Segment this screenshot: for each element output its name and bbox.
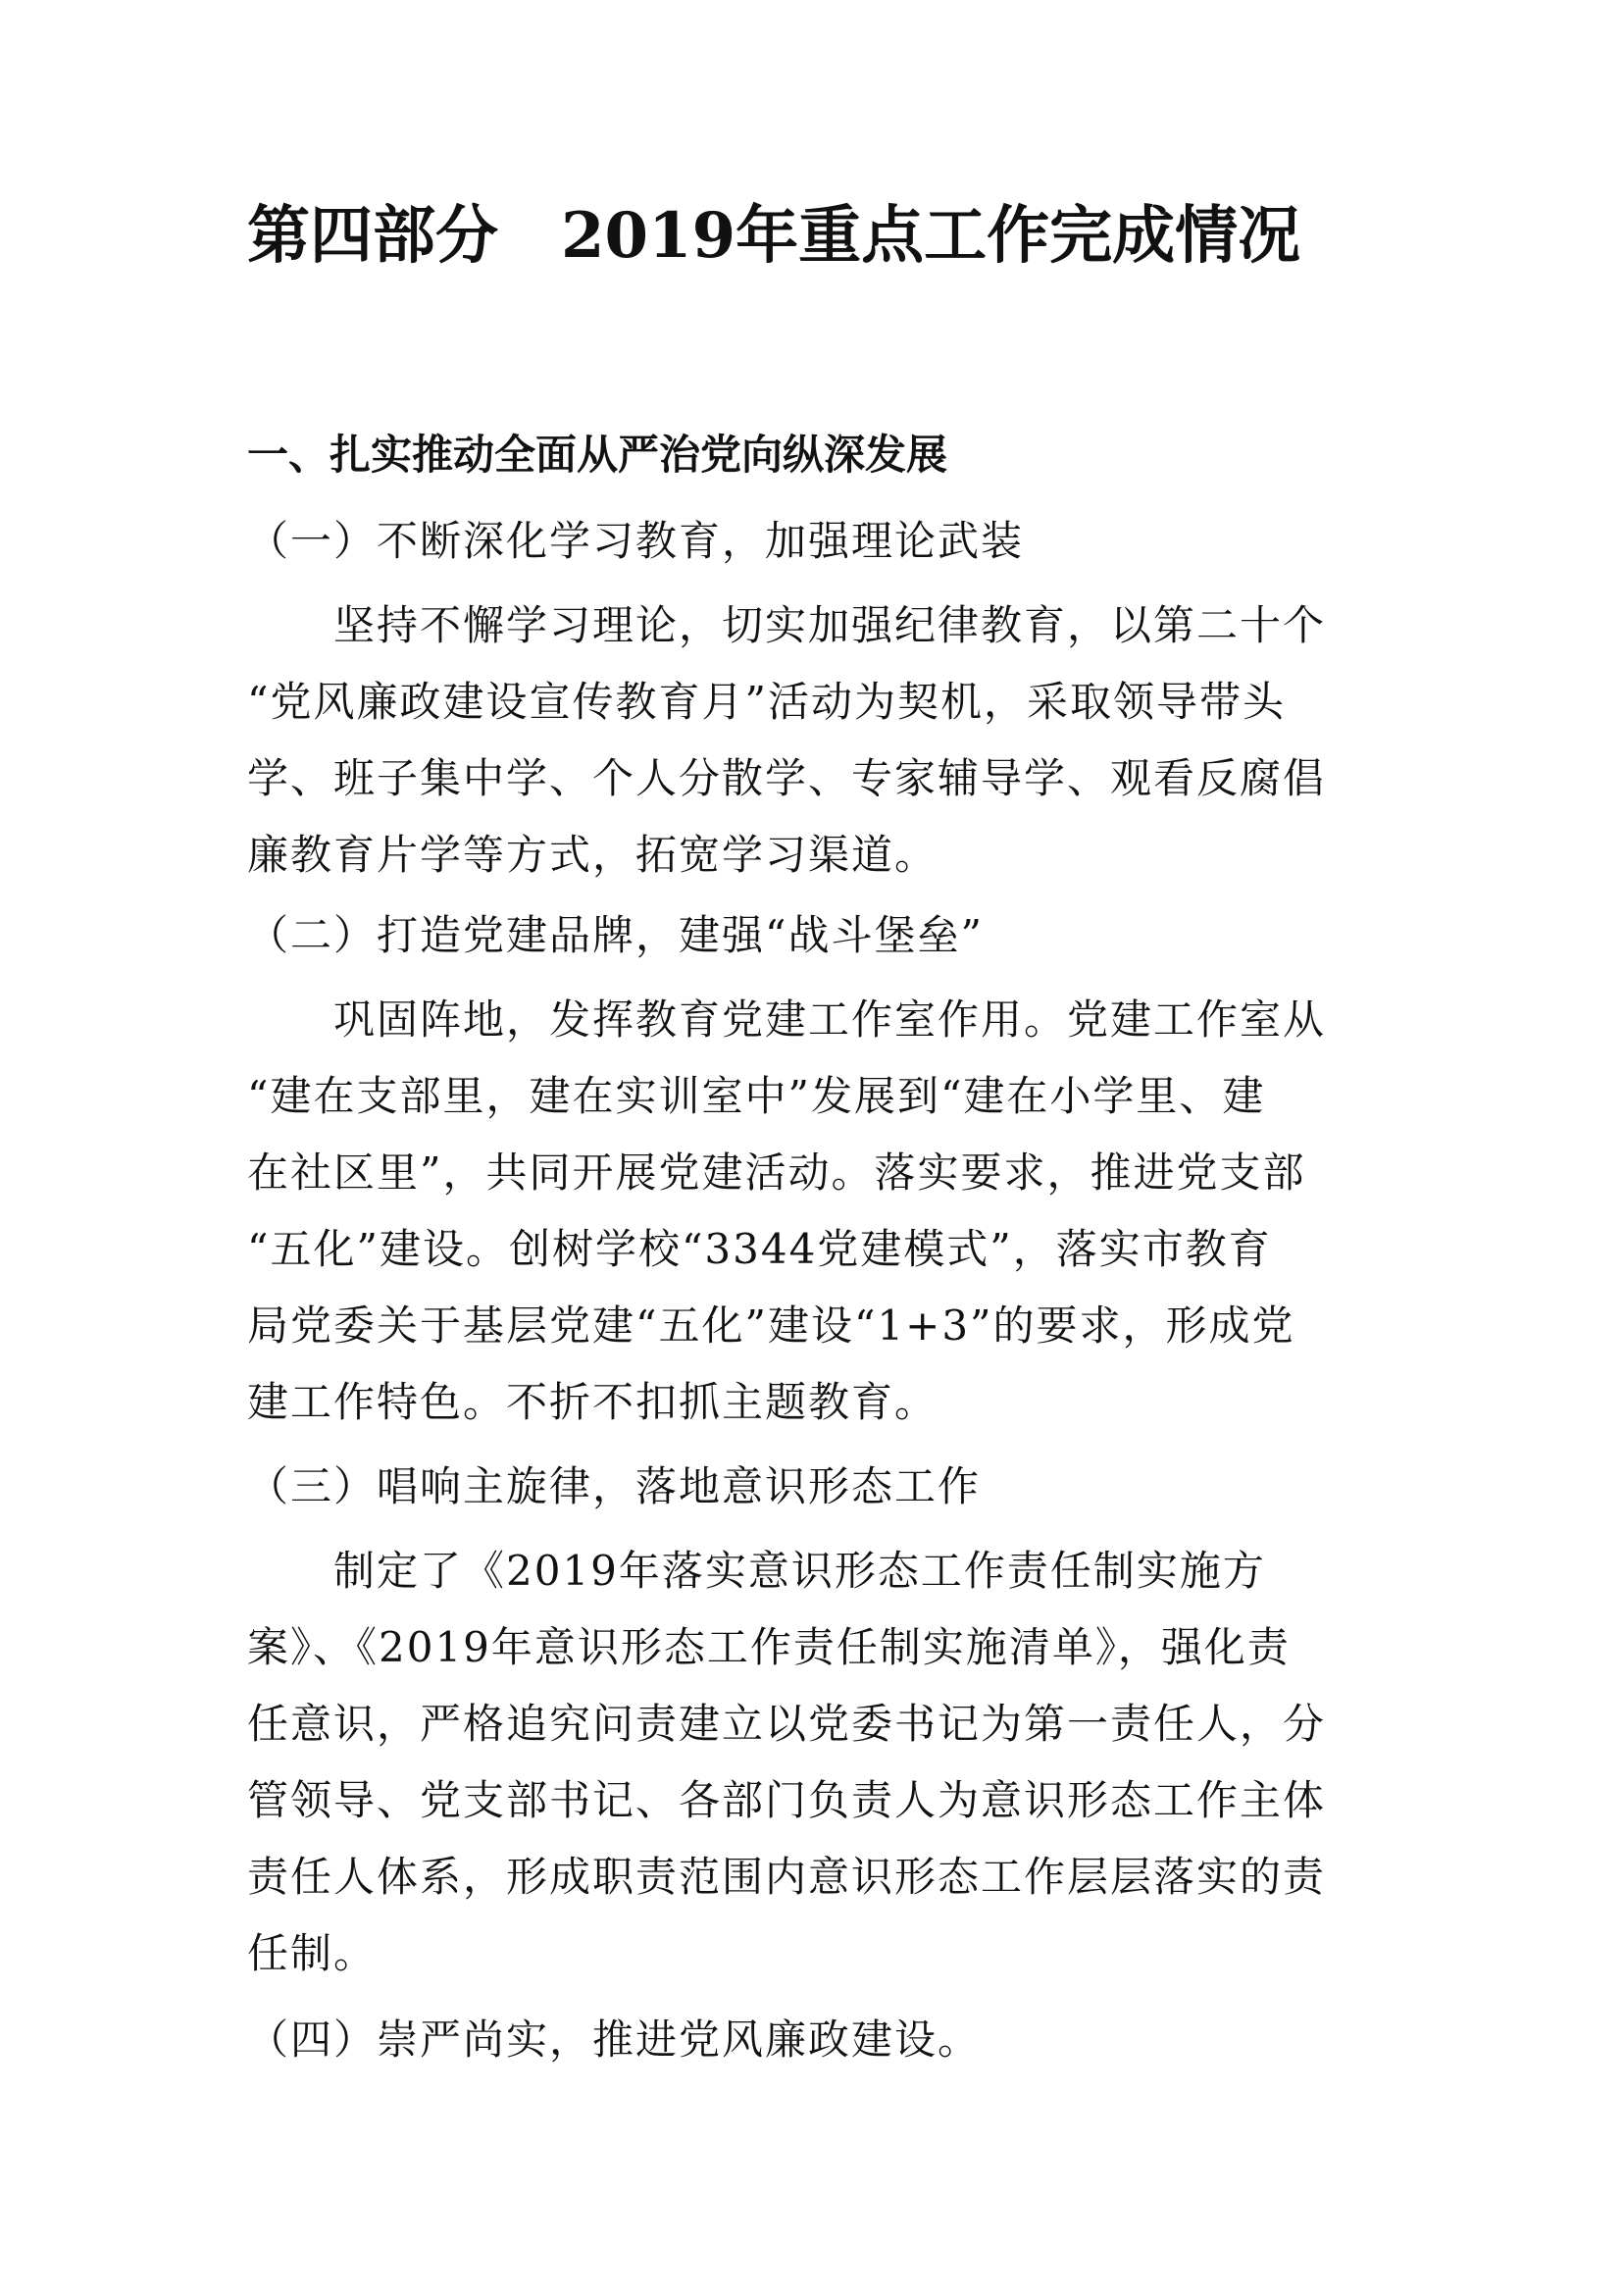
paragraph-line: 学、班子集中学、个人分散学、专家辅导学、观看反腐倡: [247, 754, 1327, 802]
paragraph-line: 廉教育片学等方式，拓宽学习渠道。: [247, 831, 938, 879]
paragraph-line: 制定了《2019年落实意识形态工作责任制实施方: [333, 1547, 1266, 1595]
subsection-heading-1: （一）不断深化学习教育，加强理论武装: [247, 517, 1025, 565]
subsection-heading-4: （四）崇严尚实，推进党风廉政建设。: [247, 2015, 982, 2064]
paragraph-line: 建工作特色。不折不扣抓主题教育。: [247, 1378, 938, 1426]
page-title: 第四部分 2019年重点工作完成情况: [247, 199, 1301, 273]
paragraph-line: 任制。: [247, 1929, 378, 1977]
paragraph-line: 巩固阵地，发挥教育党建工作室作用。党建工作室从: [333, 995, 1327, 1044]
paragraph-line: 管领导、党支部书记、各部门负责人为意识形态工作主体: [247, 1776, 1327, 1824]
section-heading: 一、扎实推动全面从严治党向纵深发展: [247, 431, 948, 479]
paragraph-line: “五化”建设。创树学校“3344党建模式”，落实市教育: [247, 1225, 1272, 1273]
subsection-heading-3: （三）唱响主旋律，落地意识形态工作: [247, 1462, 982, 1510]
paragraph-line: “党风廉政建设宣传教育月”活动为契机，采取领导带头: [247, 678, 1286, 726]
paragraph-line: “建在支部里，建在实训室中”发展到“建在小学里、建: [247, 1072, 1266, 1120]
paragraph-line: 局党委关于基层党建“五化”建设“1+3”的要求，形成党: [247, 1301, 1295, 1350]
paragraph-line: 坚持不懈学习理论，切实加强纪律教育，以第二十个: [333, 601, 1327, 649]
subsection-heading-2: （二）打造党建品牌，建强“战斗堡垒”: [247, 911, 984, 959]
paragraph-line: 案》、《2019年意识形态工作责任制实施清单》，强化责: [247, 1623, 1291, 1671]
paragraph-line: 任意识，严格追究问责建立以党委书记为第一责任人，分: [247, 1700, 1327, 1748]
paragraph-line: 责任人体系，形成职责范围内意识形态工作层层落实的责: [247, 1853, 1327, 1901]
paragraph-line: 在社区里”，共同开展党建活动。落实要求，推进党支部: [247, 1148, 1306, 1197]
